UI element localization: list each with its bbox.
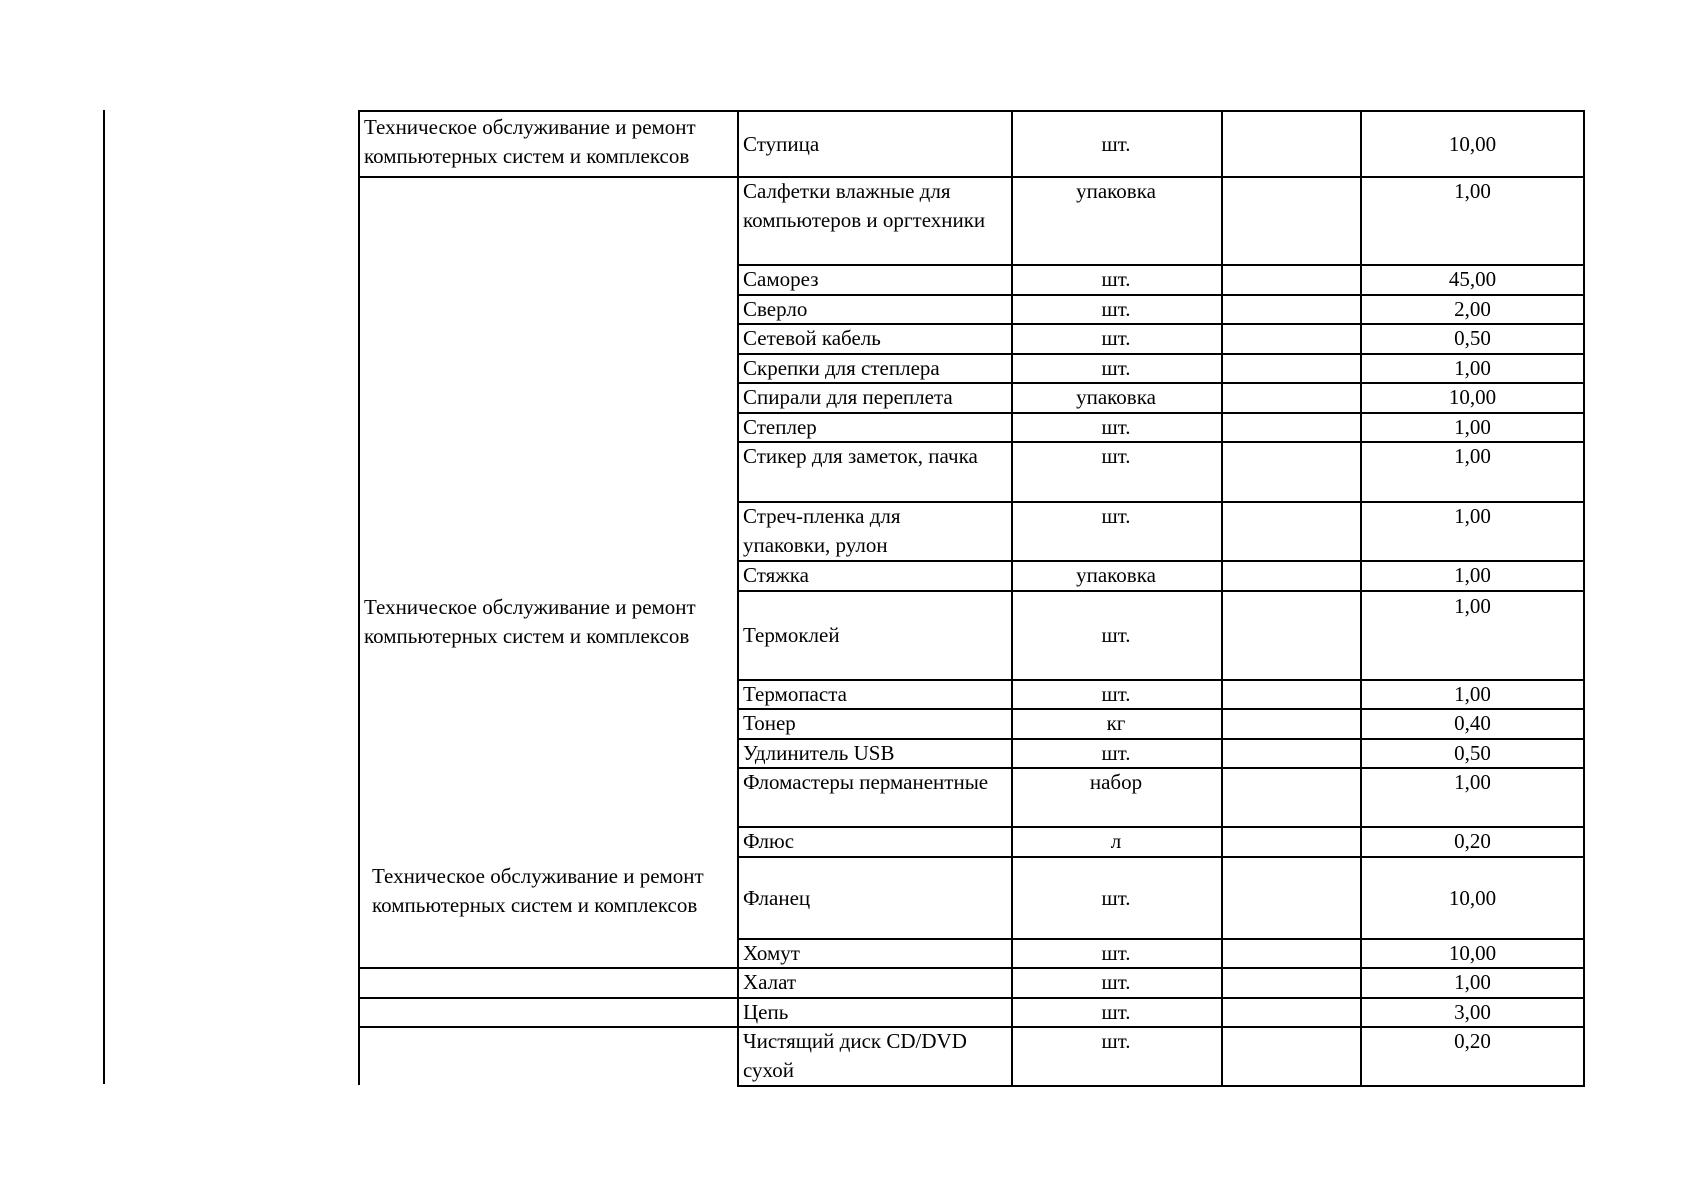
item-quantity: 0,20 — [1454, 1029, 1491, 1053]
item-name: Хомут — [743, 941, 800, 965]
item-quantity: 2,00 — [1454, 297, 1491, 321]
item-quantity: 10,00 — [1448, 941, 1497, 965]
item-unit: шт. — [1101, 682, 1131, 706]
group-label-line: компьютерных систем и комплексов — [364, 624, 690, 648]
item-unit: шт. — [1101, 970, 1131, 994]
item-name: Стикер для заметок, пачка — [743, 444, 978, 468]
item-name: Цепь — [743, 1000, 789, 1024]
table-column-border — [1583, 110, 1585, 1085]
item-quantity: 10,00 — [1448, 886, 1497, 910]
item-quantity: 1,00 — [1454, 594, 1491, 618]
item-quantity: 1,00 — [1454, 682, 1491, 706]
item-unit: шт. — [1101, 326, 1131, 350]
item-name: Ступица — [743, 132, 820, 156]
item-name: Сетевой кабель — [743, 326, 881, 350]
item-quantity: 0,50 — [1454, 741, 1491, 765]
item-name: Спирали для переплета — [743, 385, 953, 409]
item-quantity: 1,00 — [1454, 504, 1491, 528]
item-quantity: 1,00 — [1454, 179, 1491, 203]
item-unit: шт. — [1101, 267, 1131, 291]
group-label-line: Техническое обслуживание и ремонт — [372, 864, 704, 888]
item-quantity: 1,00 — [1454, 356, 1491, 380]
item-unit: шт. — [1101, 356, 1131, 380]
group-label-line: компьютерных систем и комплексов — [372, 893, 698, 917]
group-label-line: компьютерных систем и комплексов — [364, 144, 690, 168]
item-quantity: 0,50 — [1454, 326, 1491, 350]
item-quantity: 1,00 — [1454, 770, 1491, 794]
item-unit: шт. — [1101, 1029, 1131, 1053]
item-unit: шт. — [1101, 297, 1131, 321]
item-name: Сверло — [743, 297, 808, 321]
table-column-border — [1221, 110, 1223, 1085]
item-quantity: 10,00 — [1448, 132, 1497, 156]
group-label-line: Техническое обслуживание и ремонт — [364, 115, 696, 139]
item-unit: л — [1110, 829, 1122, 853]
item-unit: шт. — [1101, 415, 1131, 439]
item-name: Удлинитель USB — [743, 741, 895, 765]
item-quantity: 3,00 — [1454, 1000, 1491, 1024]
item-quantity: 0,20 — [1454, 829, 1491, 853]
item-name: Стяжка — [743, 563, 810, 587]
item-name: Чистящий диск CD/DVD — [743, 1029, 967, 1053]
item-quantity: 10,00 — [1448, 385, 1497, 409]
item-name: Стреч-пленка для — [743, 504, 901, 528]
item-name: Степлер — [743, 415, 817, 439]
item-unit: шт. — [1101, 886, 1131, 910]
item-unit: упаковка — [1076, 385, 1156, 409]
group-label-line: Техническое обслуживание и ремонт — [364, 595, 696, 619]
table-row-border — [737, 1085, 1585, 1087]
item-quantity: 45,00 — [1448, 267, 1497, 291]
item-name: Тонер — [743, 711, 796, 735]
item-name: Фломастеры перманентные — [743, 770, 989, 794]
table-column-border — [358, 110, 360, 1085]
item-quantity: 1,00 — [1454, 970, 1491, 994]
table-row-border — [737, 856, 1585, 858]
table-column-border — [737, 110, 739, 1085]
item-name: Салфетки влажные для — [743, 179, 951, 203]
item-name: Саморез — [743, 267, 819, 291]
item-name: компьютеров и оргтехники — [743, 208, 986, 232]
item-name: Фланец — [743, 886, 811, 910]
item-name: Скрепки для степлера — [743, 356, 940, 380]
item-name: Термопаста — [743, 682, 847, 706]
item-unit: кг — [1106, 711, 1126, 735]
item-name: упаковки, рулон — [743, 533, 888, 557]
item-name: Халат — [743, 970, 797, 994]
item-quantity: 1,00 — [1454, 444, 1491, 468]
item-unit: шт. — [1101, 741, 1131, 765]
item-quantity: 0,40 — [1454, 711, 1491, 735]
item-unit: шт. — [1101, 1000, 1131, 1024]
item-name: Флюс — [743, 829, 795, 853]
item-name: Термоклей — [743, 623, 840, 647]
table-row-border — [358, 110, 1585, 112]
item-unit: набор — [1089, 770, 1143, 794]
item-unit: упаковка — [1076, 563, 1156, 587]
item-unit: шт. — [1101, 623, 1131, 647]
item-unit: шт. — [1101, 504, 1131, 528]
item-unit: шт. — [1101, 444, 1131, 468]
item-unit: шт. — [1101, 941, 1131, 965]
item-quantity: 1,00 — [1454, 563, 1491, 587]
item-name: сухой — [743, 1058, 794, 1082]
item-unit: шт. — [1101, 132, 1131, 156]
item-quantity: 1,00 — [1454, 415, 1491, 439]
item-unit: упаковка — [1076, 179, 1156, 203]
